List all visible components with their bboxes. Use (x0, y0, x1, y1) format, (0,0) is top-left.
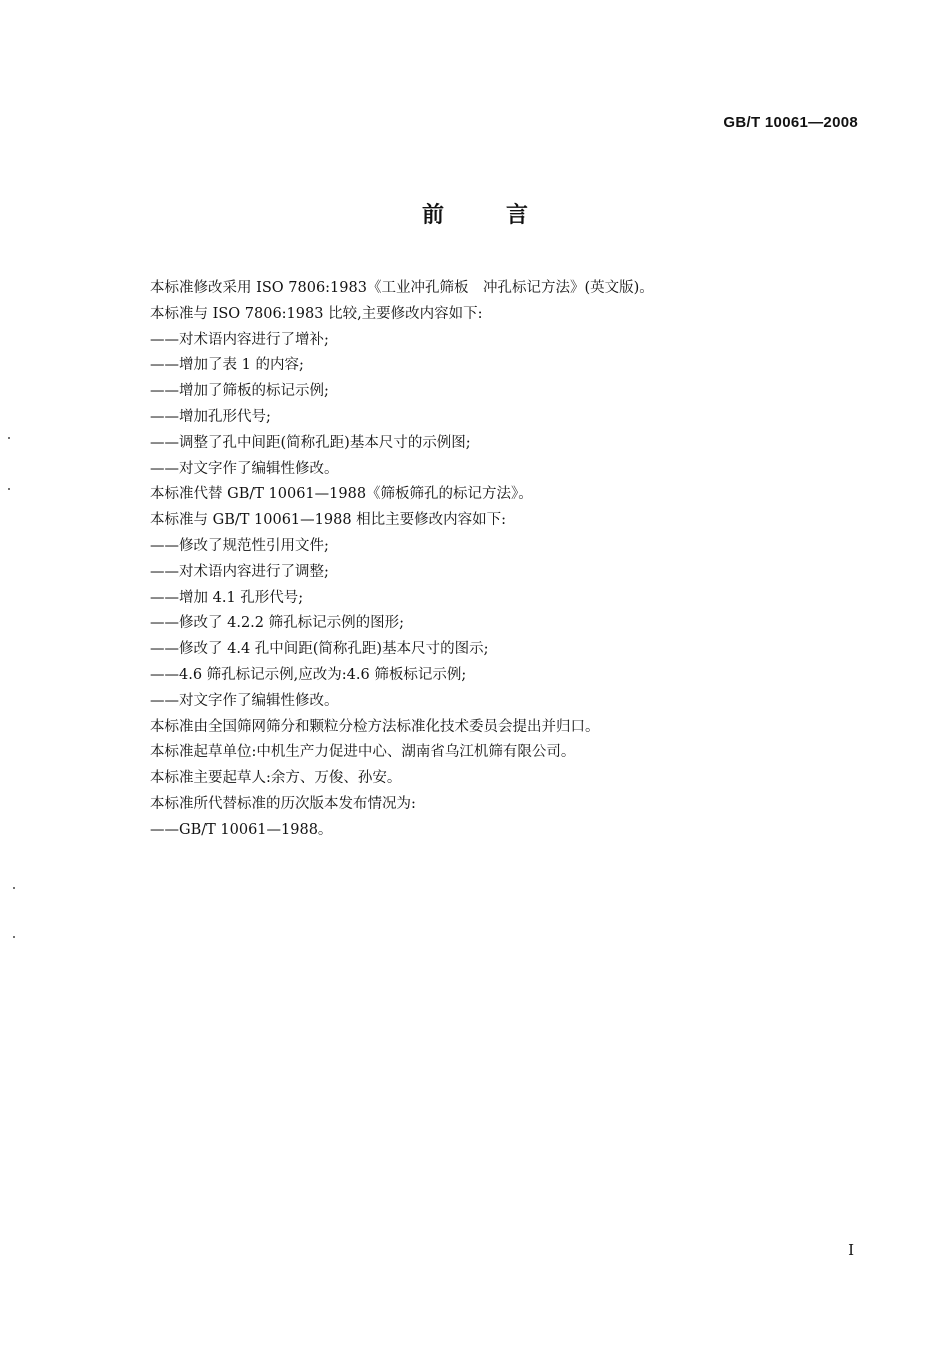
list-item: ——对术语内容进行了增补; (150, 331, 329, 348)
list-item: ——对术语内容进行了调整; (150, 563, 329, 580)
list-item: ——增加 4.1 孔形代号; (150, 589, 304, 606)
paragraph-line: 本标准与 ISO 7806:1983 比较,主要修改内容如下: (150, 305, 483, 322)
document-code: GB/T 10061—2008 (723, 114, 858, 131)
list-item: ——增加了表 1 的内容; (150, 357, 304, 374)
list-item: ——修改了 4.4 孔中间距(简称孔距)基本尺寸的图示; (150, 641, 489, 658)
list-item: ——修改了 4.2.2 筛孔标记示例的图形; (150, 615, 404, 632)
list-item: ——对文字作了编辑性修改。 (150, 460, 339, 477)
paragraph-line: 本标准与 GB/T 10061—1988 相比主要修改内容如下: (150, 512, 507, 529)
list-item: ——修改了规范性引用文件; (150, 537, 329, 554)
paragraph-line: 本标准起草单位:中机生产力促进中心、湖南省乌江机筛有限公司。 (150, 744, 576, 761)
list-item: ——增加了筛板的标记示例; (150, 383, 329, 400)
list-item: ——4.6 筛孔标记示例,应改为:4.6 筛板标记示例; (150, 666, 467, 683)
list-item: ——GB/T 10061—1988。 (150, 821, 333, 838)
page-number: I (848, 1241, 854, 1259)
scan-speck (13, 887, 15, 889)
paragraph-line: 本标准所代替标准的历次版本发布情况为: (150, 795, 416, 812)
paragraph-line: 本标准代替 GB/T 10061—1988《筛板筛孔的标记方法》。 (150, 486, 533, 503)
paragraph-line: 本标准修改采用 ISO 7806:1983《工业冲孔筛板 冲孔标记方法》(英文版)。 (150, 280, 654, 296)
list-item: ——对文字作了编辑性修改。 (150, 692, 339, 709)
scan-speck (13, 936, 15, 938)
paragraph-line: 本标准由全国筛网筛分和颗粒分检方法标准化技术委员会提出并归口。 (150, 718, 600, 735)
scan-speck (8, 437, 10, 439)
paragraph-line: 本标准主要起草人:余方、万俊、孙安。 (150, 770, 402, 787)
page-title: 前言 (421, 203, 590, 228)
list-item: ——调整了孔中间距(简称孔距)基本尺寸的示例图; (150, 434, 471, 451)
foreword-body (150, 276, 870, 844)
list-item: ——增加孔形代号; (150, 408, 271, 425)
scan-speck (8, 488, 10, 490)
